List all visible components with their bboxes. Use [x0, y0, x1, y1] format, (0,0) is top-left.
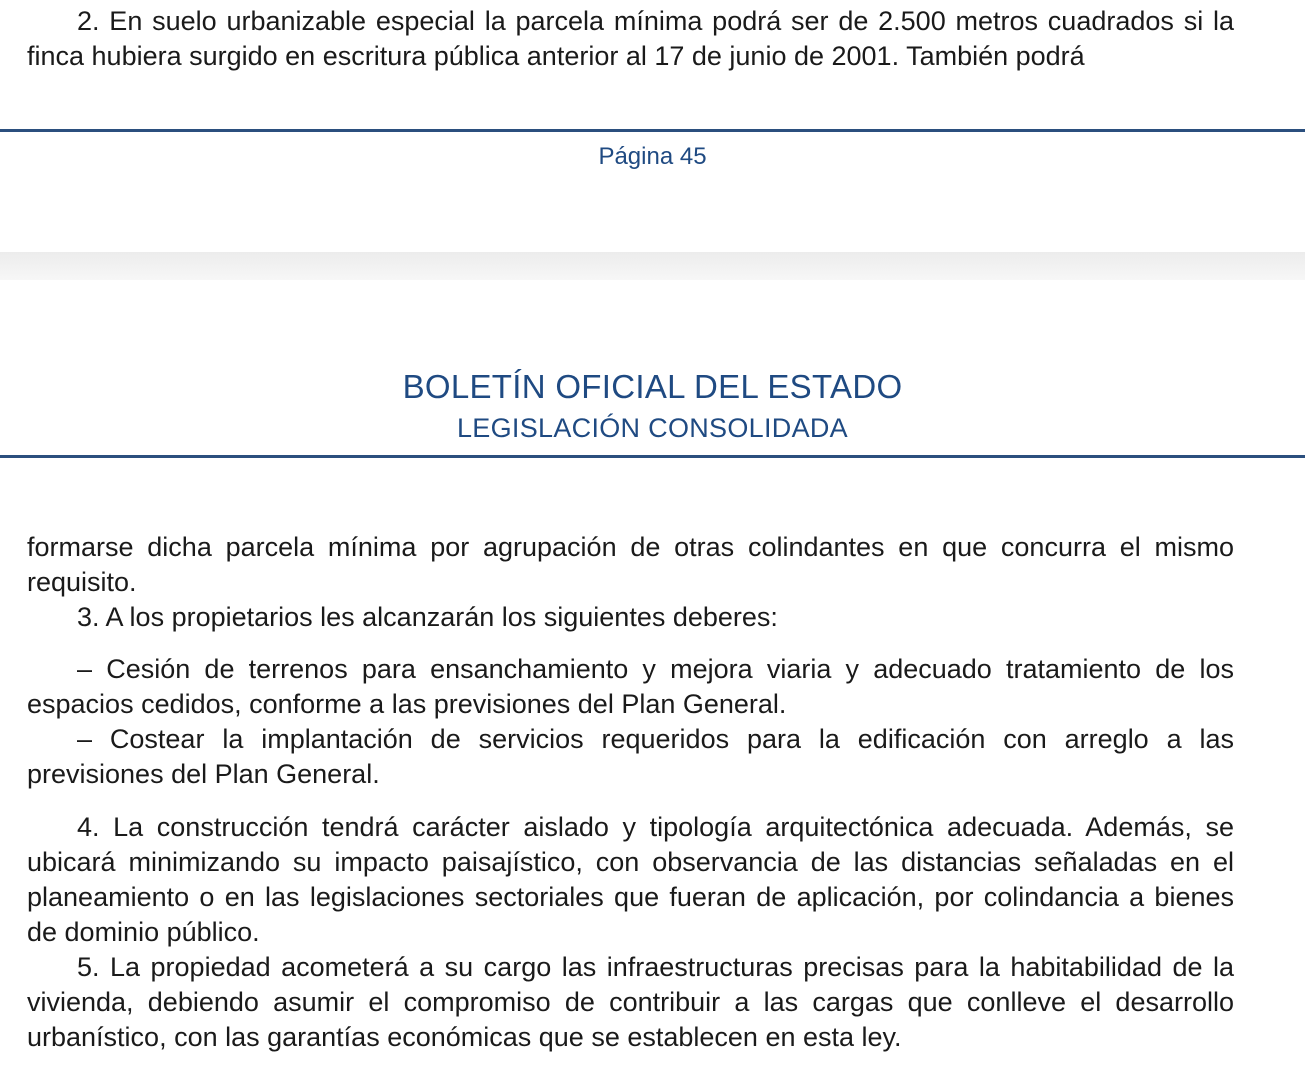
header-title: BOLETÍN OFICIAL DEL ESTADO: [402, 368, 903, 405]
header-rule: [0, 455, 1305, 458]
header-subtitle: LEGISLACIÓN CONSOLIDADA: [456, 413, 848, 443]
duty-item-2: – Costear la implantación de servicios requeridos para la edificación con arreglo a las previsiones del Plan General.: [27, 724, 1234, 789]
footer-rule: [0, 129, 1305, 132]
paragraph-5: 5. La propiedad acometerá a su cargo las infraestructuras precisas para la habitabilidad de la vivienda, debiendo asumir el compromiso de contribuir a las cargas que conlleve el desarrollo urbanístico, con las garantías económicas que se establecen en esta ley.: [27, 952, 1234, 1052]
page-number: Página 45: [598, 143, 707, 170]
paragraph-2: 2. En suelo urbanizable especial la parcela mínima podrá ser de 2.500 metros cuadrados si la finca hubiera surgido en escritura pública anterior al 17 de junio de 2001. También podrá: [27, 6, 1234, 71]
page-separator: [0, 252, 1305, 280]
continuation-paragraph: formarse dicha parcela mínima por agrupación de otras colindantes en que concurra el mismo requisito.: [27, 532, 1234, 597]
paragraph-4: 4. La construcción tendrá carácter aislado y tipología arquitectónica adecuada. Además, se ubicará minimizando su impacto paisajístico, con observancia de las distancias señaladas en el planeamiento o en las legislaciones sectoriales que fueran de aplicación, por colindancia a bienes de dominio público.: [27, 812, 1234, 947]
paragraph-3: 3. A los propietarios les alcanzarán los siguientes deberes:: [77, 602, 778, 632]
duty-item-1: – Cesión de terrenos para ensanchamiento y mejora viaria y adecuado tratamiento de los espacios cedidos, conforme a las previsiones del Plan General.: [27, 654, 1234, 719]
